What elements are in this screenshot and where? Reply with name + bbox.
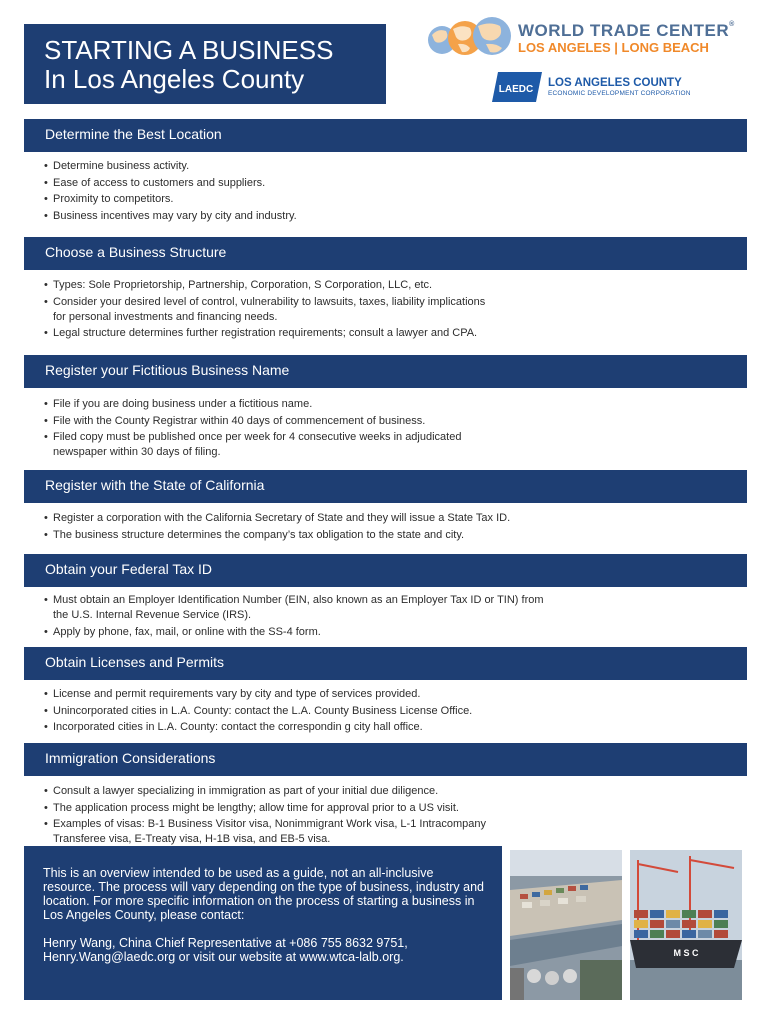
section-heading-location: Determine the Best Location <box>24 119 747 152</box>
wtc-name: WORLD TRADE CENTER <box>518 21 730 40</box>
list-item: • Apply by phone, fax, mail, or online with the SS-4 form. <box>44 625 544 640</box>
contact-box <box>24 846 502 1000</box>
licenses-list <box>44 687 472 737</box>
fictitious-name-list <box>44 397 461 462</box>
list-item: • Proximity to competitors. <box>44 192 297 207</box>
laedc-mark-text: LAEDC <box>498 84 534 95</box>
list-item: • The application process might be lengthy; allow time for approval prior to a US visit. <box>44 801 486 816</box>
list-item: • Incorporated cities in L.A. County: contact the correspondin g city hall office. <box>44 720 472 735</box>
list-item: • License and permit requirements vary by city and type of services provided. <box>44 687 472 702</box>
list-item: • Unincorporated cities in L.A. County: contact the L.A. County Business License Office. <box>44 704 472 719</box>
port-aerial-photo <box>510 850 622 1000</box>
laedc-subtitle: ECONOMIC DEVELOPMENT CORPORATION <box>548 90 691 97</box>
list-item: • Examples of visas: B-1 Business Visitor visa, Nonimmigrant Work visa, L-1 Intracompany Transferee visa, E-Treaty visa, H-1B visa, and EB-5 visa. <box>44 817 486 847</box>
section-heading-federal-tax: Obtain your Federal Tax ID <box>24 554 747 587</box>
wtc-logo <box>428 16 735 66</box>
laedc-name: LOS ANGELES COUNTY <box>548 77 682 89</box>
list-item: • Types: Sole Proprietorship, Partnership, Corporation, S Corporation, LLC, etc. <box>44 278 485 293</box>
list-item: • The business structure determines the company’s tax obligation to the state and city. <box>44 528 510 543</box>
laedc-logo <box>492 70 732 106</box>
section-heading-state: Register with the State of California <box>24 470 747 503</box>
overview-text: This is an overview intended to be used as a guide, not an all-inclusive resource. The process will vary depending on the type of business, industry and location. For more specific information on the process of starting a business in Los Angeles County, please contact: <box>43 866 484 922</box>
page-subtitle: In Los Angeles County <box>44 64 305 94</box>
section-heading-licenses: Obtain Licenses and Permits <box>24 647 747 680</box>
section-heading-structure: Choose a Business Structure <box>24 237 747 270</box>
list-item: • Legal structure determines further registration requirements; consult a lawyer and CPA. <box>44 326 485 341</box>
laedc-logo-icon <box>492 72 542 102</box>
ship-hull-marking: M S C <box>673 948 699 958</box>
container-ship-photo <box>630 850 742 1000</box>
list-item: • Consider your desired level of control, vulnerability to lawsuits, taxes, liability implications for personal investments and financing needs. <box>44 295 485 325</box>
list-item: • Must obtain an Employer Identification Number (EIN, also known as an Employer Tax ID or TIN) from the U.S. Internal Revenue Service (IRS). <box>44 593 544 623</box>
contact-line-2: Henry.Wang@laedc.org or visit our website at www.wtca-lalb.org. <box>43 950 404 964</box>
list-item: • Ease of access to customers and suppliers. <box>44 176 297 191</box>
location-list <box>44 159 297 225</box>
globe-logo-icon <box>428 16 516 64</box>
list-item: • Register a corporation with the California Secretary of State and they will issue a State Tax ID. <box>44 511 510 526</box>
structure-list <box>44 278 485 343</box>
wtc-subtitle: LOS ANGELES | LONG BEACH <box>518 40 709 55</box>
title-block <box>24 24 386 104</box>
section-heading-fictitious-name: Register your Fictitious Business Name <box>24 355 747 388</box>
registered-mark: ® <box>729 21 735 28</box>
immigration-list <box>44 784 486 849</box>
state-list <box>44 511 510 544</box>
list-item: • File with the County Registrar within 40 days of commencement of business. <box>44 414 461 429</box>
section-heading-immigration: Immigration Considerations <box>24 743 747 776</box>
list-item: • File if you are doing business under a fictitious name. <box>44 397 461 412</box>
page-title: STARTING A BUSINESS <box>44 35 334 65</box>
list-item: • Determine business activity. <box>44 159 297 174</box>
contact-line-1: Henry Wang, China Chief Representative at +086 755 8632 9751, <box>43 936 408 950</box>
list-item: • Filed copy must be published once per week for 4 consecutive weeks in adjudicated newspaper within 30 days of filing. <box>44 430 461 460</box>
list-item: • Consult a lawyer specializing in immigration as part of your initial due diligence. <box>44 784 486 799</box>
list-item: • Business incentives may vary by city and industry. <box>44 209 297 224</box>
federal-tax-list <box>44 593 544 641</box>
